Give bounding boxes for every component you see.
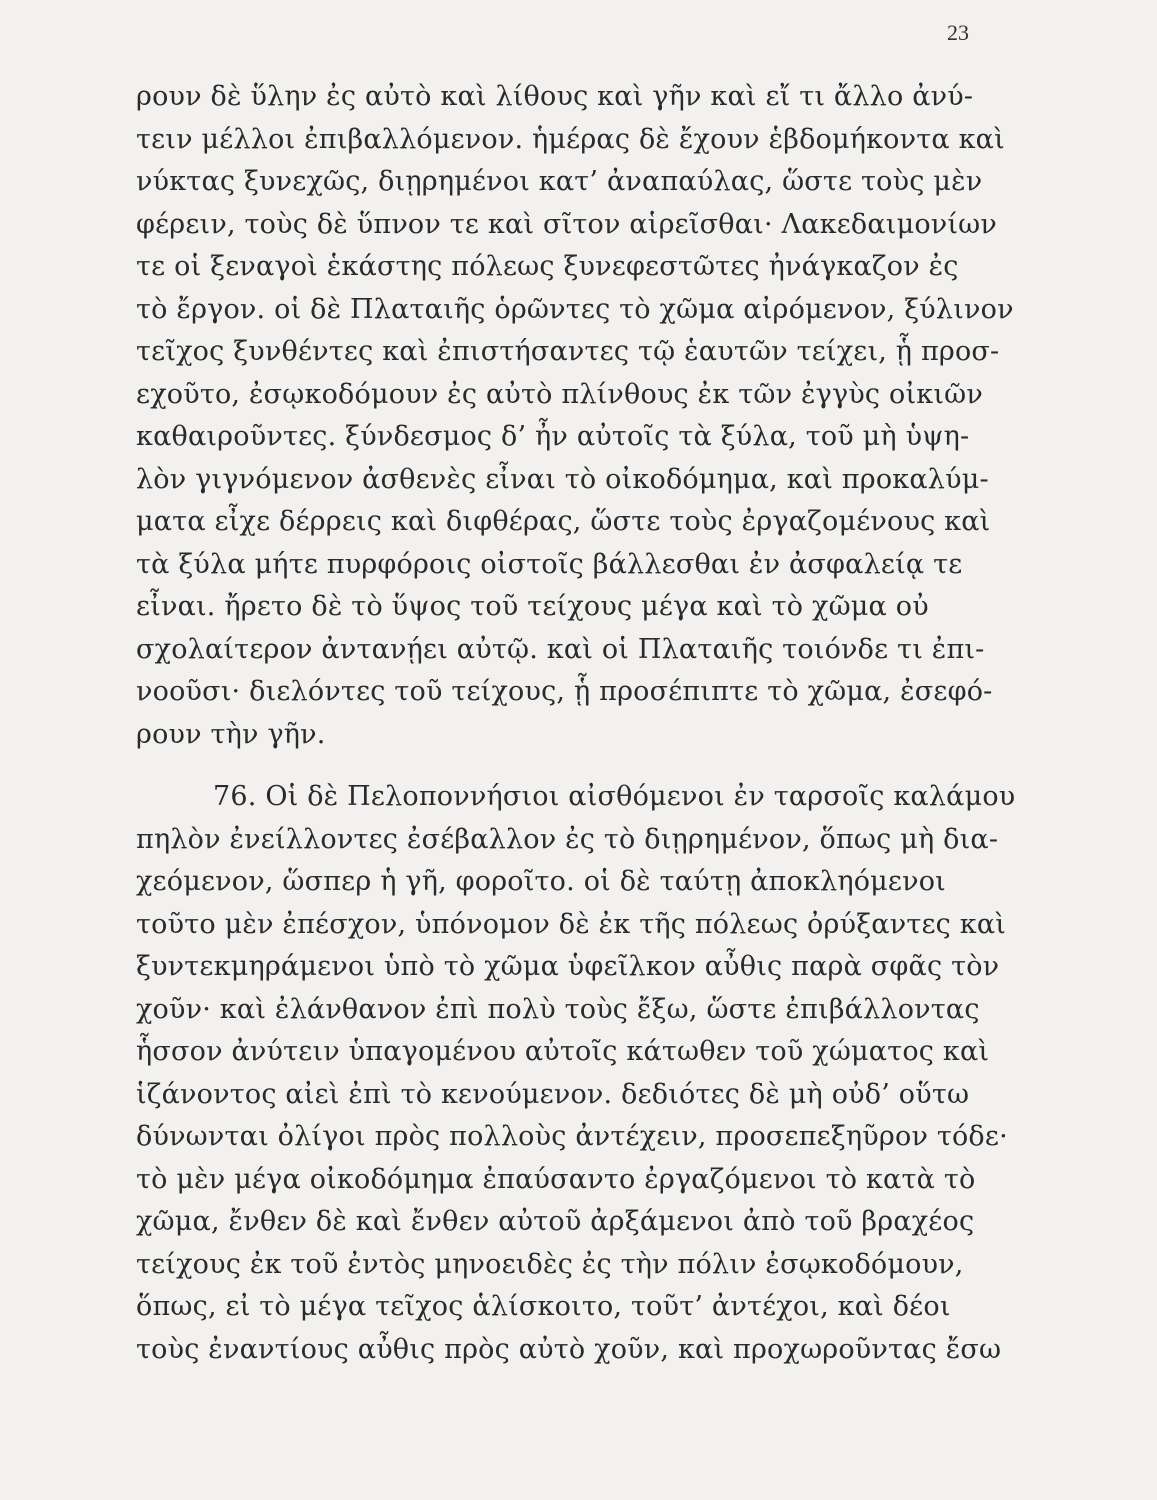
text-line: τοῦτο μὲν ἐπέσχον, ὑπόνομον δὲ ἐκ τῆς πόλεως ὀρύξαντες καὶ xyxy=(136,908,1007,940)
text-line: πηλὸν ἐνείλλοντες ἐσέβαλλον ἐς τὸ διῃρημένον, ὅπως μὴ δια- xyxy=(136,823,999,855)
text-line: σχολαίτερον ἀντανῄει αὐτῷ. καὶ οἱ Πλαταιῆς τοιόνδε τι ἐπι- xyxy=(136,633,985,665)
text-line: τείχους ἐκ τοῦ ἐντὸς μηνοειδὲς ἐς τὴν πόλιν ἐσῳκοδόμουν, xyxy=(136,1248,964,1280)
text-line: δύνωνται ὀλίγοι πρὸς πολλοὺς ἀντέχειν, προσεπεξηῦρον τόδε· xyxy=(136,1121,1008,1152)
page-number: 23 xyxy=(947,20,969,45)
paragraph xyxy=(136,76,1016,756)
text-line: ἧσσον ἀνύτειν ὑπαγομένου αὐτοῖς κάτωθεν τοῦ χώματος καὶ xyxy=(136,1036,990,1067)
text-line: ξυντεκμηράμενοι ὑπὸ τὸ χῶμα ὑφεῖλκον αὖθις παρὰ σφᾶς τὸν xyxy=(136,951,1000,982)
text-line: καθαιροῦντες. ξύνδεσμος δ’ ἦν αὐτοῖς τὰ ξύλα, τοῦ μὴ ὑψη- xyxy=(136,421,970,452)
text-line: νοοῦσι· διελόντες τοῦ τείχους, ᾗ προσέπιπτε τὸ χῶμα, ἐσεφό- xyxy=(136,676,993,707)
text-line: τεῖχος ξυνθέντες καὶ ἐπιστήσαντες τῷ ἑαυτῶν τείχει, ᾗ προσ- xyxy=(136,336,1000,367)
text-line: ρουν δὲ ὕλην ἐς αὐτὸ καὶ λίθους καὶ γῆν καὶ εἴ τι ἄλλο ἀνύ- xyxy=(136,81,974,112)
text-line: 76. Οἱ δὲ Πελοποννήσιοι αἰσθόμενοι ἐν ταρσοῖς καλάμου xyxy=(213,781,1016,812)
text-line: φέρειν, τοὺς δὲ ὕπνον τε καὶ σῖτον αἱρεῖσθαι· Λακεδαιμονίων xyxy=(136,208,998,240)
text-line: τὸ μὲν μέγα οἰκοδόμημα ἐπαύσαντο ἐργαζόμενοι τὸ κατὰ τὸ xyxy=(136,1163,976,1195)
paragraph xyxy=(136,776,1016,1371)
text-line: νύκτας ξυνεχῶς, διῃρημένοι κατ’ ἀναπαύλας, ὥστε τοὺς μὲν xyxy=(136,166,983,197)
text-line: τοὺς ἐναντίους αὖθις πρὸς αὐτὸ χοῦν, καὶ προχωροῦντας ἔσω xyxy=(136,1333,1002,1365)
text-line: χοῦν· καὶ ἐλάνθανον ἐπὶ πολὺ τοὺς ἔξω, ὥστε ἐπιβάλλοντας xyxy=(136,993,980,1025)
text-line: τε οἱ ξεναγοὶ ἑκάστης πόλεως ξυνεφεστῶτες ἠνάγκαζον ἐς xyxy=(136,251,959,282)
text-line: χῶμα, ἔνθεν δὲ καὶ ἔνθεν αὐτοῦ ἀρξάμενοι ἀπὸ τοῦ βραχέος xyxy=(136,1206,975,1237)
text-line: λὸν γιγνόμενον ἀσθενὲς εἶναι τὸ οἰκοδόμημα, καὶ προκαλύμ- xyxy=(136,463,989,495)
text-line: εχοῦτο, ἐσῳκοδόμουν ἐς αὐτὸ πλίνθους ἐκ τῶν ἐγγὺς οἰκιῶν xyxy=(136,378,983,410)
text-line: τὰ ξύλα μήτε πυρφόροις οἰστοῖς βάλλεσθαι ἐν ἀσφαλείᾳ τε xyxy=(136,548,963,580)
text-line: ρουν τὴν γῆν. xyxy=(136,718,326,750)
text-line: χεόμενον, ὥσπερ ἡ γῆ, φοροῖτο. οἱ δὲ ταύτῃ ἀποκληόμενοι xyxy=(136,866,946,897)
text-line: τειν μέλλοι ἐπιβαλλόμενον. ἡμέρας δὲ ἔχουν ἑβδομήκοντα καὶ xyxy=(136,123,1005,155)
text-line: ἱζάνοντος αἰεὶ ἐπὶ τὸ κενούμενον. δεδιότες δὲ μὴ οὐδ’ οὕτω xyxy=(136,1078,970,1110)
text-line: τὸ ἔργον. οἱ δὲ Πλαταιῆς ὁρῶντες τὸ χῶμα αἰρόμενον, ξύλινον xyxy=(136,293,1014,325)
text-line: ματα εἶχε δέρρεις καὶ διφθέρας, ὥστε τοὺς ἐργαζομένους καὶ xyxy=(136,506,991,537)
text-line: ὅπως, εἰ τὸ μέγα τεῖχος ἁλίσκοιτο, τοῦτ’ ἀντέχοι, καὶ δέοι xyxy=(136,1291,951,1322)
text-line: εἶναι. ἤρετο δὲ τὸ ὕψος τοῦ τείχους μέγα καὶ τὸ χῶμα οὐ xyxy=(136,591,929,622)
body-text xyxy=(136,76,1016,1371)
